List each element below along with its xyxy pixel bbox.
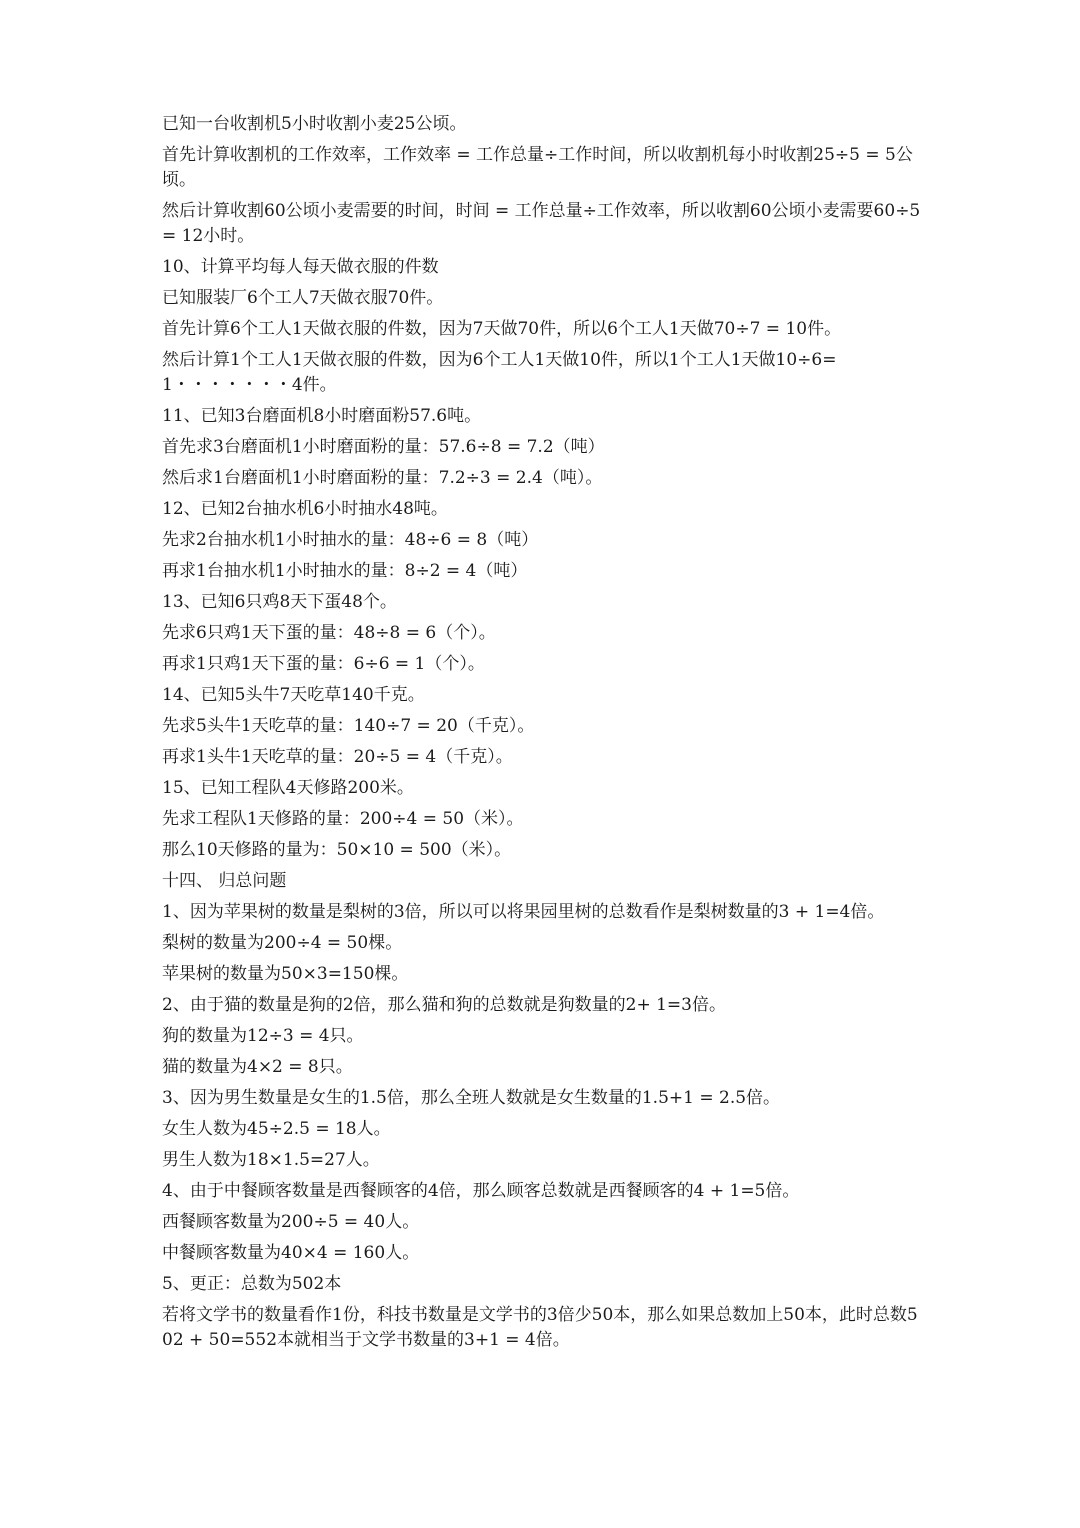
paragraph: 先求2台抽水机1小时抽水的量：48÷6 = 8（吨） (162, 530, 539, 550)
paragraph: 首先计算收割机的工作效率，工作效率 = 工作总量÷工作时间，所以收割机每小时收割25÷5 = 5公顷。 (162, 145, 913, 190)
problem-heading: 14、已知5头牛7天吃草140千克。 (162, 685, 425, 705)
problem-heading: 13、已知6只鸡8天下蛋48个。 (162, 592, 397, 612)
paragraph: 先求5头牛1天吃草的量：140÷7 = 20（千克）。 (162, 716, 535, 736)
section-heading: 十四、 归总问题 (162, 871, 287, 891)
paragraph: 那么10天修路的量为：50×10 = 500（米）。 (162, 840, 512, 860)
paragraph: 5、更正：总数为502本 (162, 1274, 342, 1294)
paragraph: 猫的数量为4×2 = 8只。 (162, 1057, 353, 1077)
paragraph: 苹果树的数量为50×3=150棵。 (162, 964, 409, 984)
paragraph: 首先计算6个工人1天做衣服的件数，因为7天做70件，所以6个工人1天做70÷7 = 10件。 (162, 319, 842, 339)
problem-heading: 11、已知3台磨面机8小时磨面粉57.6吨。 (162, 406, 482, 426)
paragraph: 先求工程队1天修路的量：200÷4 = 50（米）。 (162, 809, 524, 829)
paragraph: 1、因为苹果树的数量是梨树的3倍，所以可以将果园里树的总数看作是梨树数量的3 + 1=4倍。 (162, 902, 885, 922)
paragraph: 然后计算收割60公顷小麦需要的时间，时间 = 工作总量÷工作效率，所以收割60公顷小麦需要60÷5 = 12小时。 (162, 201, 921, 246)
problem-heading: 10、计算平均每人每天做衣服的件数 (162, 257, 439, 277)
paragraph: 首先求3台磨面机1小时磨面粉的量：57.6÷8 = 7.2（吨） (162, 437, 605, 457)
paragraph: 女生人数为45÷2.5 = 18人。 (162, 1119, 391, 1139)
paragraph: 4、由于中餐顾客数量是西餐顾客的4倍，那么顾客总数就是西餐顾客的4 + 1=5倍。 (162, 1181, 800, 1201)
paragraph: 西餐顾客数量为200÷5 = 40人。 (162, 1212, 420, 1232)
paragraph: 先求6只鸡1天下蛋的量：48÷8 = 6（个）。 (162, 623, 496, 643)
paragraph: 2、由于猫的数量是狗的2倍，那么猫和狗的总数就是狗数量的2+ 1=3倍。 (162, 995, 726, 1015)
paragraph: 再求1台抽水机1小时抽水的量：8÷2 = 4（吨） (162, 561, 528, 581)
problem-heading: 12、已知2台抽水机6小时抽水48吨。 (162, 499, 448, 519)
paragraph: 已知服装厂6个工人7天做衣服70件。 (162, 288, 444, 308)
problem-heading: 15、已知工程队4天修路200米。 (162, 778, 414, 798)
paragraph: 中餐顾客数量为40×4 = 160人。 (162, 1243, 420, 1263)
document-body (162, 112, 922, 1359)
paragraph: 已知一台收割机5小时收割小麦25公顷。 (162, 114, 467, 134)
paragraph: 然后计算1个工人1天做衣服的件数，因为6个工人1天做10件，所以1个工人1天做10÷6=1・・・・・・・4件。 (162, 350, 837, 395)
paragraph: 再求1只鸡1天下蛋的量：6÷6 = 1（个）。 (162, 654, 485, 674)
paragraph: 梨树的数量为200÷4 = 50棵。 (162, 933, 403, 953)
paragraph: 然后求1台磨面机1小时磨面粉的量：7.2÷3 = 2.4（吨）。 (162, 468, 603, 488)
paragraph: 3、因为男生数量是女生的1.5倍，那么全班人数就是女生数量的1.5+1 = 2.5倍。 (162, 1088, 781, 1108)
paragraph: 狗的数量为12÷3 = 4只。 (162, 1026, 364, 1046)
paragraph: 男生人数为18×1.5=27人。 (162, 1150, 380, 1170)
paragraph: 若将文学书的数量看作1份，科技书数量是文学书的3倍少50本，那么如果总数加上50本，此时总数502 + 50=552本就相当于文学书数量的3+1 = 4倍。 (162, 1305, 918, 1350)
paragraph: 再求1头牛1天吃草的量：20÷5 = 4（千克）。 (162, 747, 513, 767)
